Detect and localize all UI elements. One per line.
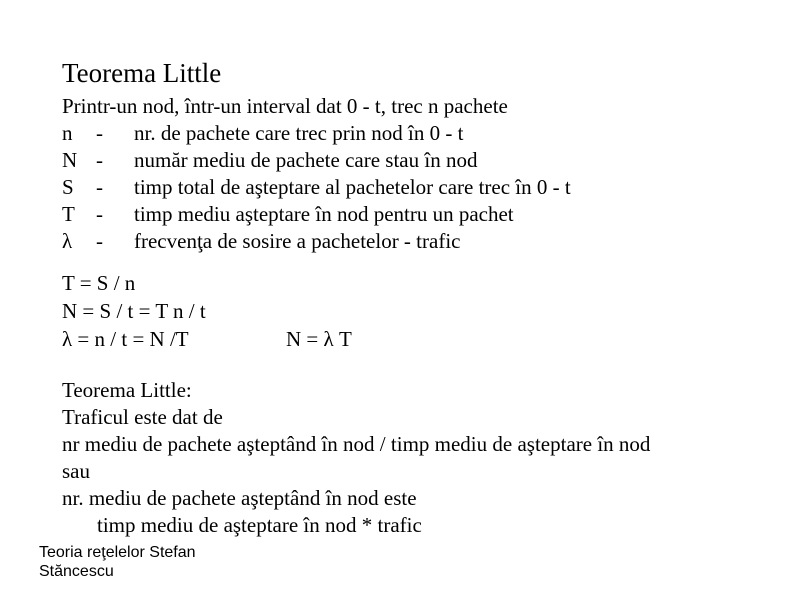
statement-line: nr. mediu de pachete aşteptând în nod este (62, 486, 417, 510)
slide-title: Teorema Little (62, 58, 222, 88)
equation-t: T = S / n (62, 271, 136, 295)
equation-n: N = S / t = T n / t (62, 299, 206, 323)
definition-dash: - (96, 121, 103, 145)
definition-description: timp total de aşteptare al pachetelor care trec în 0 - t (134, 175, 571, 199)
intro-text: Printr-un nod, într-un interval dat 0 - t, trec n pachete (62, 94, 508, 118)
definition-symbol: S (62, 175, 74, 199)
slide-footer (39, 543, 196, 581)
definition-dash: - (96, 148, 103, 172)
footer-line: Teoria reţelelor Stefan (39, 544, 196, 561)
definition-description: timp mediu aşteptare în nod pentru un pachet (134, 202, 514, 226)
statement-line: Traficul este dat de (62, 405, 223, 429)
definition-symbol: λ (62, 229, 73, 253)
definition-description: frecvenţa de sosire a pachetelor - trafic (134, 229, 461, 253)
definition-description: nr. de pachete care trec prin nod în 0 - t (134, 121, 464, 145)
definition-symbol: T (62, 202, 75, 226)
definition-dash: - (96, 175, 103, 199)
theorem-statement (62, 377, 650, 539)
definition-dash: - (96, 202, 103, 226)
statement-line: timp mediu de aşteptare în nod * trafic (97, 513, 422, 537)
definition-symbol: N (62, 148, 78, 172)
statement-line: sau (62, 459, 90, 483)
definition-symbol: n (62, 121, 73, 145)
statement-line: nr mediu de pachete aşteptând în nod / timp mediu de aşteptare în nod (62, 432, 651, 456)
equation-lambda: λ = n / t = N /T (62, 327, 189, 351)
definition-dash: - (96, 229, 103, 253)
definition-description: număr mediu de pachete care stau în nod (134, 148, 478, 172)
footer-line: Stăncescu (39, 563, 114, 580)
statement-line: Teorema Little: (62, 378, 192, 402)
equation-little-law: N = λ T (286, 327, 352, 351)
